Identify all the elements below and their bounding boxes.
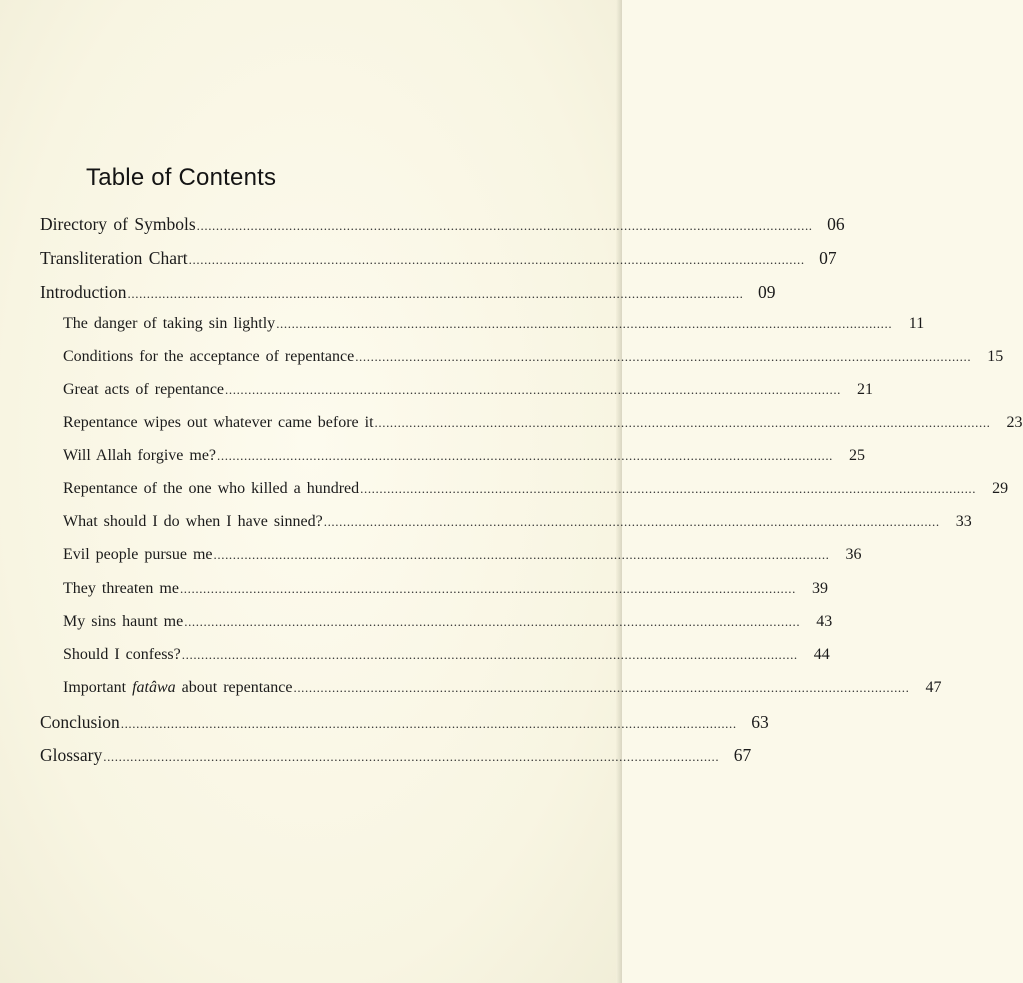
toc-entry-label: Introduction <box>40 282 127 302</box>
toc-entry-page: 15 <box>987 348 1004 365</box>
toc-entry-page: 25 <box>849 447 866 464</box>
toc-entry-label: Directory of Symbols <box>40 214 196 234</box>
toc-entry-page: 29 <box>992 480 1009 497</box>
toc-entry-page: 06 <box>827 214 845 234</box>
dot-leader: ................................................................................................................................................................ <box>188 252 805 267</box>
dot-leader: ................................................................................................................................................................ <box>184 614 801 629</box>
toc-entry-label: Conditions for the acceptance of repentance <box>63 348 355 365</box>
dot-leader: ................................................................................................................................................................ <box>179 581 796 596</box>
toc-entry-they-threaten-me[interactable] <box>63 580 828 604</box>
toc-entry-my-sins-haunt-me[interactable] <box>63 613 833 637</box>
toc-entry-label-suffix: about repentance <box>175 679 293 696</box>
dot-leader: ................................................................................................................................................................ <box>213 547 830 562</box>
toc-entry-evil-people-pursue-me[interactable] <box>63 546 862 570</box>
toc-entry-should-i-confess[interactable] <box>63 646 830 670</box>
dot-leader: ................................................................................................................................................................ <box>217 448 834 463</box>
dot-leader: ................................................................................................................................................................ <box>181 647 798 662</box>
toc-entry-label: My sins haunt me <box>63 613 184 630</box>
toc-entry-page: 44 <box>813 646 830 663</box>
toc-entry-label: They threaten me <box>63 580 179 597</box>
toc-entry-important-fatawa[interactable] <box>63 679 942 703</box>
toc-entry-page: 47 <box>925 679 942 696</box>
toc-entry-will-allah-forgive-me[interactable] <box>63 447 866 471</box>
toc-entry-label: Evil people pursue me <box>63 546 213 563</box>
toc-entry-page: 63 <box>751 712 769 732</box>
dot-leader: ................................................................................................................................................................ <box>360 481 977 496</box>
dot-leader: ................................................................................................................................................................ <box>374 415 991 430</box>
dot-leader: ................................................................................................................................................................ <box>103 749 720 764</box>
toc-entry-label <box>63 679 292 697</box>
toc-entry-label: The danger of taking sin lightly <box>63 315 276 332</box>
dot-leader: ................................................................................................................................................................ <box>276 316 893 331</box>
dot-leader: ................................................................................................................................................................ <box>293 680 910 695</box>
toc-entry-label-italic: fatâwa <box>132 679 176 696</box>
dot-leader: ................................................................................................................................................................ <box>120 716 737 731</box>
toc-entry-label-prefix: Important <box>63 679 133 696</box>
dot-leader: ................................................................................................................................................................ <box>323 514 940 529</box>
toc-entry-page: 67 <box>733 745 752 765</box>
toc-entry-page: 39 <box>811 580 828 597</box>
toc-entry-label: Will Allah forgive me? <box>63 447 217 464</box>
toc-entry-label: Great acts of repentance <box>63 381 225 398</box>
dot-leader: ................................................................................................................................................................ <box>196 218 813 233</box>
toc-entry-great-acts-of-repentance[interactable] <box>63 381 874 405</box>
toc-entry-label: What should I do when I have sinned? <box>63 513 323 530</box>
toc-entry-glossary[interactable] <box>40 745 752 769</box>
toc-entry-label: Repentance of the one who killed a hundred <box>63 480 360 497</box>
toc-entry-label: Should I confess? <box>63 646 181 663</box>
dot-leader: ................................................................................................................................................................ <box>127 286 744 301</box>
toc-entry-introduction[interactable] <box>40 282 776 306</box>
toc-entry-killed-a-hundred[interactable] <box>63 480 1009 504</box>
page-title: Table of Contents <box>86 164 277 191</box>
dot-leader: ................................................................................................................................................................ <box>355 349 972 364</box>
dot-leader: ................................................................................................................................................................ <box>225 382 842 397</box>
toc-entry-conclusion[interactable] <box>40 712 769 736</box>
toc-entry-page: 11 <box>908 315 925 332</box>
toc-entry-directory-of-symbols[interactable] <box>40 214 845 238</box>
toc-entry-label: Repentance wipes out whatever came before it <box>63 414 374 431</box>
toc-entry-repentance-wipes-out[interactable] <box>63 414 1023 438</box>
toc-entry-page: 07 <box>819 248 837 268</box>
toc-entry-label: Transliteration Chart <box>40 248 188 268</box>
toc-entry-conditions-for-acceptance[interactable] <box>63 348 1004 372</box>
toc-entry-page: 09 <box>758 282 776 302</box>
toc-entry-label: Conclusion <box>40 712 120 732</box>
toc-entry-page: 36 <box>845 546 862 563</box>
toc-entry-page: 33 <box>955 513 972 530</box>
toc-entry-page: 23 <box>1006 414 1023 431</box>
toc-entry-page: 43 <box>816 613 833 630</box>
toc-entry-label: Glossary <box>40 745 103 765</box>
toc-entry-transliteration-chart[interactable] <box>40 248 837 272</box>
toc-entry-danger-of-taking-sin-lightly[interactable] <box>63 315 925 339</box>
toc-entry-page: 21 <box>857 381 874 398</box>
toc-entry-what-should-i-do[interactable] <box>63 513 972 537</box>
